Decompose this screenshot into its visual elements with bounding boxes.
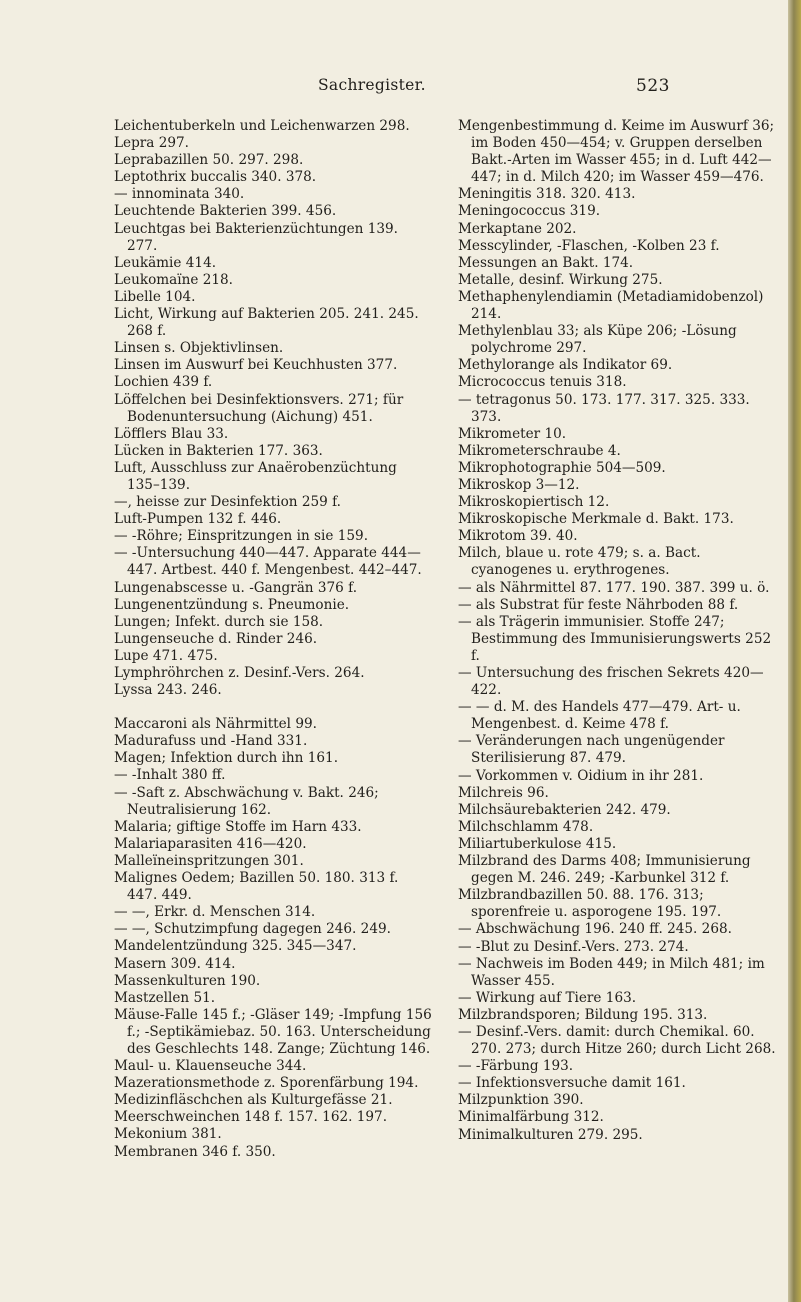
index-entry: Metalle, desinf. Wirkung 275.: [458, 271, 663, 288]
index-entry: Leichentuberkeln und Leichenwarzen 298.: [114, 118, 410, 134]
index-entry: — -Saft z. Abschwächung v. Bakt. 246; Neutralisierung 162.: [114, 784, 379, 818]
page-number: 523: [636, 76, 670, 96]
index-entry: Mikroskopiertisch 12.: [458, 494, 610, 511]
index-entry: — Abschwächung 196. 240 ff. 245. 268.: [458, 921, 732, 938]
index-entry: Massenkulturen 190.: [114, 972, 261, 989]
index-entry: — -Untersuchung 440—447. Apparate 444—447. Artbest. 440 f. Mengenbest. 442–447.: [114, 545, 422, 579]
section-gap: [114, 699, 432, 716]
index-entry: Mandelentzündung 325. 345—347.: [114, 938, 357, 955]
index-entry: Malaria; giftige Stoffe im Harn 433.: [114, 818, 362, 835]
index-entry: Leuchtende Bakterien 399. 456.: [114, 203, 337, 220]
index-entry: Lymphröhrchen z. Desinf.-Vers. 264.: [114, 665, 365, 681]
index-entry: Milchschlamm 478.: [458, 818, 594, 835]
index-entry: Merkaptane 202.: [458, 220, 577, 237]
index-entry: Methylorange als Indikator 69.: [458, 357, 673, 374]
index-entry: — -Inhalt 380 ff.: [114, 767, 226, 784]
index-column-right: [458, 118, 776, 1144]
index-entry: — —, Schutzimpfung dagegen 246. 249.: [114, 921, 391, 938]
index-entry: — Untersuchung des frischen Sekrets 420—422.: [458, 665, 764, 699]
index-entry: Minimalkulturen 279. 295.: [458, 1126, 643, 1143]
index-entry: — Infektionsversuche damit 161.: [458, 1075, 686, 1092]
index-entry: Mekonium 381.: [114, 1126, 222, 1143]
index-entry: Löfflers Blau 33.: [114, 425, 229, 442]
running-title: Sachregister.: [318, 76, 426, 94]
index-entry: Magen; Infektion durch ihn 161.: [114, 750, 339, 767]
index-entry: — als Trägerin immunisier. Stoffe 247; Bestimmung des Immunisierungswerts 252 f.: [458, 613, 772, 664]
index-entry: — innominata 340.: [114, 186, 245, 203]
index-entry: Malleïneinspritzungen 301.: [114, 852, 304, 869]
index-entry: Lungenentzündung s. Pneumonie.: [114, 596, 350, 613]
index-entry: — als Substrat für feste Nährboden 88 f.: [458, 596, 739, 613]
index-entry: Linsen im Auswurf bei Keuchhusten 377.: [114, 357, 398, 374]
index-entry: Lungenseuche d. Rinder 246.: [114, 630, 318, 647]
index-entry: Leptothrix buccalis 340. 378.: [114, 169, 317, 186]
index-entry: Linsen s. Objektivlinsen.: [114, 340, 284, 357]
index-entry: Mikrophotographie 504—509.: [458, 459, 666, 476]
index-entry: Löffelchen bei Desinfektionsvers. 271; für Bodenuntersuchung (Aichung) 451.: [114, 391, 404, 425]
index-entry: — tetragonus 50. 173. 177. 317. 325. 333. 373.: [458, 391, 750, 425]
index-entry: Meningococcus 319.: [458, 203, 601, 220]
index-entry: — Vorkommen v. Oidium in ihr 281.: [458, 767, 704, 784]
page-header: [0, 76, 788, 100]
index-entry: Messcylinder, -Flaschen, -Kolben 23 f.: [458, 237, 720, 254]
index-entry: — Desinf.-Vers. damit: durch Chemikal. 60. 270. 273; durch Hitze 260; durch Licht 268.: [458, 1023, 776, 1058]
index-entry: Micrococcus tenuis 318.: [458, 374, 627, 391]
index-entry: Minimalfärbung 312.: [458, 1109, 604, 1126]
index-entry: Leuchtgas bei Bakterienzüchtungen 139. 277.: [114, 220, 399, 254]
index-entry: Maccaroni als Nährmittel 99.: [114, 716, 317, 733]
index-entry: — als Nährmittel 87. 177. 190. 387. 399 u. ö.: [458, 579, 770, 596]
index-entry: — Nachweis im Boden 449; in Milch 481; im Wasser 455.: [458, 955, 765, 989]
index-entry: Malignes Oedem; Bazillen 50. 180. 313 f. 447. 449.: [114, 870, 399, 904]
index-entry: Malariaparasiten 416—420.: [114, 835, 307, 852]
index-entry: Medizinfläschchen als Kulturgefässe 21.: [114, 1092, 393, 1109]
page-edge-binding: [788, 0, 801, 1302]
index-column-left: [114, 118, 432, 1161]
index-entry: Mikrometerschraube 4.: [458, 442, 621, 459]
index-entry: Lücken in Bakterien 177. 363.: [114, 442, 323, 459]
index-entry: Milchreis 96.: [458, 784, 549, 801]
index-entry: Leprabazillen 50. 297. 298.: [114, 152, 304, 169]
index-entry: Milchsäurebakterien 242. 479.: [458, 801, 671, 818]
index-entry: Mastzellen 51.: [114, 989, 216, 1006]
index-entry: —, heisse zur Desinfektion 259 f.: [114, 494, 341, 511]
index-entry: — Wirkung auf Tiere 163.: [458, 989, 637, 1006]
index-entry: Licht, Wirkung auf Bakterien 205. 241. 245. 268 f.: [114, 306, 419, 340]
index-entry: Mikroskop 3—12.: [458, 476, 580, 493]
index-entry: Leukomaïne 218.: [114, 271, 233, 288]
index-entry: Mikroskopische Merkmale d. Bakt. 173.: [458, 511, 734, 528]
index-entry: Luft, Ausschluss zur Anaërobenzüchtung 135–139.: [114, 459, 397, 493]
index-entry: — Veränderungen nach ungenügender Sterilisierung 87. 479.: [458, 733, 725, 767]
index-entry: Lepra 297.: [114, 135, 189, 152]
index-entry: Meningitis 318. 320. 413.: [458, 186, 636, 203]
index-entry: Lungenabscesse u. -Gangrän 376 f.: [114, 579, 358, 596]
index-entry: Libelle 104.: [114, 288, 196, 305]
index-entry: Mazerationsmethode z. Sporenfärbung 194.: [114, 1075, 419, 1092]
index-entry: Miliartuberkulose 415.: [458, 835, 617, 852]
index-entry: Maul- u. Klauenseuche 344.: [114, 1058, 307, 1075]
index-entry: — -Blut zu Desinf.-Vers. 273. 274.: [458, 938, 689, 955]
index-entry: Lochien 439 f.: [114, 374, 213, 391]
index-entry: Milzbrandbazillen 50. 88. 176. 313; sporenfreie u. asporogene 195. 197.: [458, 887, 722, 921]
index-entry: Mengenbestimmung d. Keime im Auswurf 36; im Boden 450—454; v. Gruppen derselben Bakt.-Arten im Wasser 455; in d. Luft 442—447; in d. Milch 420; im Wasser 459—476.: [458, 118, 775, 186]
index-entry: Milzbrandsporen; Bildung 195. 313.: [458, 1006, 708, 1023]
index-entry: Milch, blaue u. rote 479; s. a. Bact. cyanogenes u. erythrogenes.: [458, 545, 701, 579]
index-entry: Madurafuss und -Hand 331.: [114, 733, 308, 750]
index-entry: Milzbrand des Darms 408; Immunisierung gegen M. 246. 249; -Karbunkel 312 f.: [458, 853, 751, 887]
index-entry: Meerschweinchen 148 f. 157. 162. 197.: [114, 1109, 388, 1126]
index-entry: Mikrotom 39. 40.: [458, 528, 578, 545]
index-entry: Leukämie 414.: [114, 254, 217, 271]
index-entry: — -Röhre; Einspritzungen in sie 159.: [114, 528, 369, 545]
index-entry: Lungen; Infekt. durch sie 158.: [114, 613, 324, 630]
index-entry: — -Färbung 193.: [458, 1058, 574, 1075]
index-entry: Lupe 471. 475.: [114, 647, 218, 664]
index-entry: Methaphenylendiamin (Metadiamidobenzol) 214.: [458, 288, 764, 323]
index-entry: Mäuse-Falle 145 f.; -Gläser 149; -Impfung 156 f.; -Septikämiebaz. 50. 163. Unterscheidung des Geschlechts 148. Zange; Züchtung 146.: [114, 1006, 432, 1057]
index-entry: Methylenblau 33; als Küpe 206; -Lösung polychrome 297.: [458, 323, 737, 357]
index-entry: Luft-Pumpen 132 f. 446.: [114, 511, 282, 528]
index-entry: Milzpunktion 390.: [458, 1092, 584, 1109]
index-entry: — — d. M. des Handels 477—479. Art- u. Mengenbest. d. Keime 478 f.: [458, 699, 741, 733]
index-entry: Mikrometer 10.: [458, 425, 567, 442]
index-entry: Lyssa 243. 246.: [114, 682, 222, 699]
index-entry: — —, Erkr. d. Menschen 314.: [114, 904, 316, 921]
index-entry: Masern 309. 414.: [114, 955, 236, 972]
index-entry: Messungen an Bakt. 174.: [458, 254, 634, 271]
index-entry: Membranen 346 f. 350.: [114, 1143, 276, 1160]
